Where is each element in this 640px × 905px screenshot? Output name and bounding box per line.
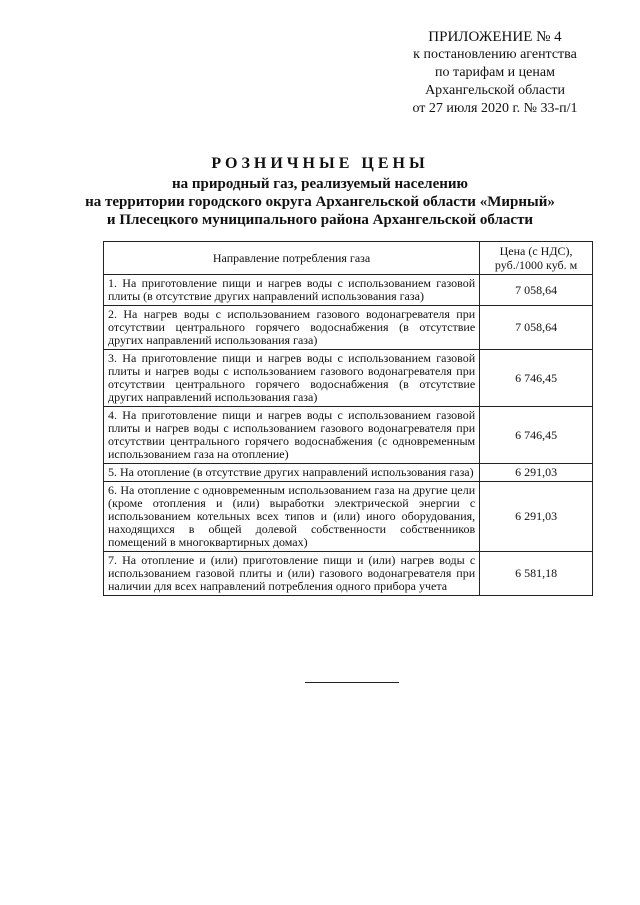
row-direction: 7. На отопление и (или) приготовление пищи и (или) нагрев воды с использованием газовой плиты и (или) газового водонагревателя при наличии для всех направлений потребления одного прибора учета [104,552,480,596]
row-direction: 3. На приготовление пищи и нагрев воды с использованием газовой плиты и нагрев воды с использованием газового водонагревателя при отсутствии центрального горячего водоснабжения (в отсутствие других направлений использования газа) [104,350,480,407]
table-row [104,350,593,407]
appendix-line-2: по тарифам и ценам [435,65,555,80]
table-row [104,464,593,482]
row-direction: 1. На приготовление пищи и нагрев воды с использованием газовой плиты (в отсутствие других направлений использования газа) [104,275,480,306]
row-price: 6 746,45 [480,407,593,464]
heading-line-1: на природный газ, реализуемый населению [172,176,468,192]
document-heading [20,155,620,229]
header-price [480,242,593,275]
table-row [104,306,593,350]
row-price: 6 746,45 [480,350,593,407]
header-price-line-2: руб./1000 куб. м [494,258,578,272]
table-row [104,275,593,306]
price-table [103,241,593,596]
row-price: 6 291,03 [480,482,593,552]
row-price: 7 058,64 [480,306,593,350]
appendix-block [380,28,610,118]
closing-divider [305,682,399,683]
appendix-line-1: к постановлению агентства [413,47,577,62]
appendix-line-4: от 27 июля 2020 г. № 33-п/1 [412,101,578,116]
heading-line-2: на территории городского округа Архангельской области «Мирный» [85,194,555,210]
document-title: РОЗНИЧНЫЕ ЦЕНЫ [211,155,429,172]
row-price: 7 058,64 [480,275,593,306]
row-direction: 4. На приготовление пищи и нагрев воды с использованием газовой плиты и нагрев воды с использованием газового водонагревателя при отсутствии центрального горячего водоснабжения (с одновременным использованием газа на отопление) [104,407,480,464]
appendix-line-3: Архангельской области [425,83,565,98]
table-header-row [104,242,593,275]
row-direction: 5. На отопление (в отсутствие других направлений использования газа) [104,464,480,482]
row-price: 6 581,18 [480,552,593,596]
table-row [104,407,593,464]
table-row [104,552,593,596]
header-price-line-1: Цена (с НДС), [499,244,573,258]
heading-line-3: и Плесецкого муниципального района Архангельской области [106,212,534,228]
row-direction: 6. На отопление с одновременным использованием газа на другие цели (кроме отопления и (или) выработки электрической энергии с использованием котельных всех типов и (или) иного оборудования, находящихся в общей долевой собственности собственников помещений в многоквартирных домах) [104,482,480,552]
row-direction: 2. На нагрев воды с использованием газового водонагревателя при отсутствии центрального горячего водоснабжения (в отсутствие других направлений использования газа) [104,306,480,350]
appendix-title: ПРИЛОЖЕНИЕ № 4 [428,29,562,45]
row-price: 6 291,03 [480,464,593,482]
header-direction: Направление потребления газа [104,242,480,275]
table-row [104,482,593,552]
